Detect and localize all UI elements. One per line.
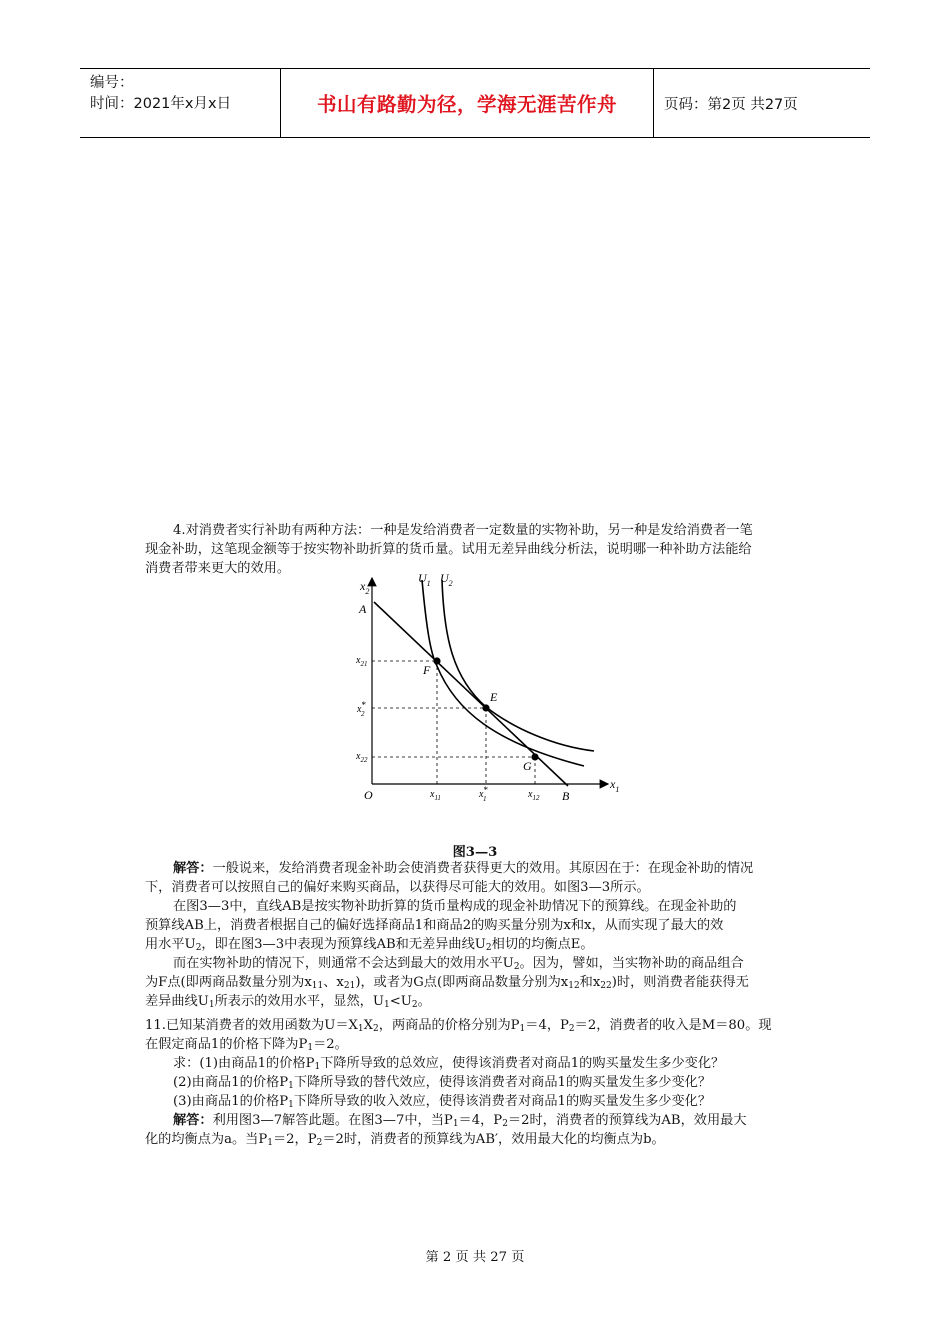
label-u1: $U_1$	[418, 571, 431, 588]
label-x1-star: x* 1	[479, 785, 488, 803]
label-x21: $x_{21}$	[356, 655, 368, 668]
answer-line: 解答：一般说来，发给消费者现金补助会使消费者获得更大的效用。其原因在于：在现金补助的情况	[173, 861, 754, 876]
answer-line: 而在实物补助的情况下，则通常不会达到最大的效用水平$U_2$。因为，譬如，当实物补助的商品组合	[173, 956, 744, 972]
label-x2-star: x* 2	[357, 700, 366, 718]
motto-text: 书山有路勤为径，学海无涯苦作舟	[316, 93, 617, 116]
answer-line: 差异曲线$U_1$所表示的效用水平，显然，$U_1<U_2$。	[145, 994, 431, 1010]
question-4-line: 4.对消费者实行补助有两种方法：一种是发给消费者一定数量的实物补助，另一种是发给消费者一笔	[173, 523, 753, 538]
label-x12: $x_{12}$	[528, 789, 540, 802]
label-e: E	[490, 690, 498, 704]
indifference-curve-u2	[442, 580, 594, 751]
point-g	[531, 753, 538, 760]
label-b: B	[562, 789, 570, 803]
question-4-line: 现金补助，这笔现金额等于按实物补助折算的货币量。试用无差异曲线分析法，说明哪一种补助方法能给	[145, 542, 752, 557]
indifference-curve-figure	[348, 568, 628, 808]
document-date: 时间：2021年x月x日	[90, 96, 232, 112]
page-info: 页码：第2页 共27页	[664, 96, 798, 113]
question-11-line: 解答：利用图3—7解答此题。在图3—7中，当$P_1=4$，$P_2=2$时，消费者的预算线为AB，效用最大	[173, 1113, 747, 1129]
point-f	[433, 657, 440, 664]
question-11-line: 求：(1)由商品1的价格$P_1$下降所导致的总效应，使得该消费者对商品1的购买量发生多少变化？	[173, 1056, 725, 1072]
header-meta-cell	[80, 69, 281, 137]
question-11	[145, 1016, 807, 1149]
indifference-curve-u1	[422, 580, 584, 766]
question-11-line: (2)由商品1的价格$P_1$下降所导致的替代效应，使得该消费者对商品1的购买量发生多少变化？	[173, 1075, 712, 1091]
header-motto-cell	[281, 69, 654, 137]
header-page-cell	[654, 69, 870, 137]
page-footer: 第 2 页 共 27 页	[425, 1250, 525, 1265]
x-axis-label: $x_1$	[610, 777, 620, 794]
question-11-line: (3)由商品1的价格$P_1$下降所导致的收入效应，使得该消费者对商品1的购买量发生多少变化？	[173, 1094, 712, 1110]
answer-label: 解答：	[173, 1113, 213, 1128]
point-e	[482, 704, 489, 711]
question-11-line: 在假定商品1的价格下降为$P_1=2$。	[145, 1037, 348, 1053]
label-f: F	[423, 663, 431, 677]
label-a: A	[359, 602, 367, 616]
header-table	[80, 68, 870, 138]
answer-label: 解答：	[173, 861, 213, 876]
answer-line: 下，消费者可以按照自己的偏好来购买商品，以获得尽可能大的效用。如图3—3所示。	[145, 880, 650, 895]
label-g: G	[523, 759, 532, 773]
question-11-line: 11.已知某消费者的效用函数为$U=X_1X_2$，两商品的价格分别为$P_1=4$，$P_2=2$，消费者的收入是M＝80。现	[145, 1018, 772, 1034]
y-axis-label: $x_2$	[360, 579, 370, 596]
figure-caption: 图3—3	[452, 845, 498, 860]
label-u2: $U_2$	[440, 571, 453, 588]
answer-line: 在图3—3中，直线AB是按实物补助折算的货币量构成的现金补助情况下的预算线。在现金补助的	[173, 899, 737, 914]
answer-line: 预算线AB上，消费者根据自己的偏好选择商品1和商品2的购买量分别为x和x，从而实现了最大的效	[145, 918, 724, 933]
label-origin: O	[364, 788, 373, 802]
answer-4	[145, 859, 807, 1011]
document-number-label: 编号：	[90, 75, 134, 91]
question-4-line: 消费者带来更大的效用。	[145, 561, 291, 576]
question-11-line: 化的均衡点为a。当$P_1=2$，$P_2=2$时，消费者的预算线为AB′，效用最大化的均衡点为b。	[145, 1132, 665, 1148]
answer-line: 用水平$U_2$，即在图3—3中表现为预算线AB和无差异曲线$U_2$相切的均衡点E。	[145, 937, 594, 953]
answer-line: 为F点(即两商品数量分别为$x_{11}$、$x_{21}$)，或者为G点(即两商品数量分别为$x_{12}$和$x_{22}$)时，则消费者能获得无	[145, 975, 749, 991]
budget-line-ab	[374, 602, 568, 786]
label-x22: $x_{22}$	[356, 751, 368, 764]
label-x11: $x_{11}$	[430, 789, 441, 802]
